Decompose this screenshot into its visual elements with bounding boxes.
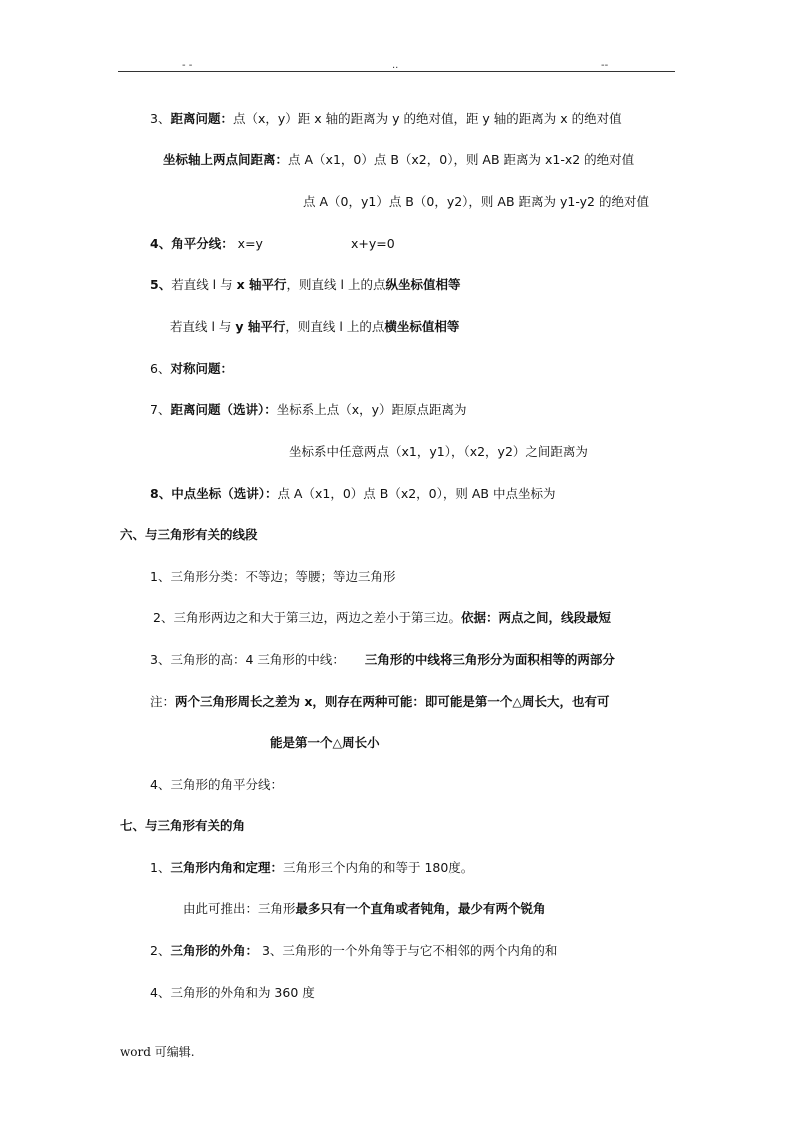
section-7-heading: 七、与三角形有关的角 xyxy=(120,818,246,833)
line-parallel-x: 5、若直线 l 与 x 轴平行，则直线 l 上的点纵坐标值相等 xyxy=(150,277,461,292)
header-center: .. xyxy=(392,60,399,71)
line-triangle-height-median: 3、三角形的高：4 三角形的中线： 三角形的中线将三角形分为面积相等的两部分 xyxy=(150,652,615,667)
line-perimeter-note: 注：两个三角形周长之差为 x，则存在两种可能：即可能是第一个△周长大，也有可 xyxy=(150,694,610,709)
line-perimeter-note-cont: 能是第一个△周长小 xyxy=(270,735,380,750)
line-angle-sum-theorem: 1、三角形内角和定理：三角形三个内角的和等于 180度。 xyxy=(150,860,474,875)
footer-note: word 可编辑. xyxy=(120,1045,195,1059)
line-origin-distance: 7、距离问题（选讲）：坐标系上点（x，y）距原点距离为 xyxy=(150,402,467,417)
line-midpoint: 8、中点坐标（选讲）：点 A（x1，0）点 B（x2，0），则 AB 中点坐标为 xyxy=(150,486,556,501)
line-axis-distance-y: 点 A（0，y1）点 B（0，y2），则 AB 距离为 y1-y2 的绝对值 xyxy=(303,194,649,209)
line-triangle-bisector: 4、三角形的角平分线： xyxy=(150,777,283,792)
line-angle-bisector: 4、角平分线： x=y x+y=0 xyxy=(150,236,395,251)
line-axis-distance: 坐标轴上两点间距离：点 A（x1，0）点 B（x2，0），则 AB 距离为 x1-x2 的绝对值 xyxy=(163,152,635,167)
line-two-point-distance: 坐标系中任意两点（x1，y1），（x2，y2）之间距离为 xyxy=(289,444,588,459)
header-right: -- xyxy=(601,60,609,71)
section-6-heading: 六、与三角形有关的线段 xyxy=(120,527,258,542)
line-parallel-y: 若直线 l 与 y 轴平行，则直线 l 上的点横坐标值相等 xyxy=(170,319,460,334)
line-triangle-classification: 1、三角形分类：不等边；等腰；等边三角形 xyxy=(150,569,396,584)
line-symmetry: 6、对称问题： xyxy=(150,361,233,376)
line-distance-axes: 3、距离问题：点（x，y）距 x 轴的距离为 y 的绝对值，距 y 轴的距离为 x 的绝对值 xyxy=(150,111,622,126)
line-triangle-inequality: 2、三角形两边之和大于第三边，两边之差小于第三边。依据：两点之间，线段最短 xyxy=(153,610,611,625)
line-angle-corollary: 由此可推出：三角形最多只有一个直角或者钝角，最少有两个锐角 xyxy=(183,901,546,916)
header-rule xyxy=(118,71,675,72)
line-exterior-angle-sum: 4、三角形的外角和为 360 度 xyxy=(150,985,315,1000)
line-exterior-angle: 2、三角形的外角： 3、三角形的一个外角等于与它不相邻的两个内角的和 xyxy=(150,943,558,958)
header-left: - - xyxy=(182,60,193,71)
